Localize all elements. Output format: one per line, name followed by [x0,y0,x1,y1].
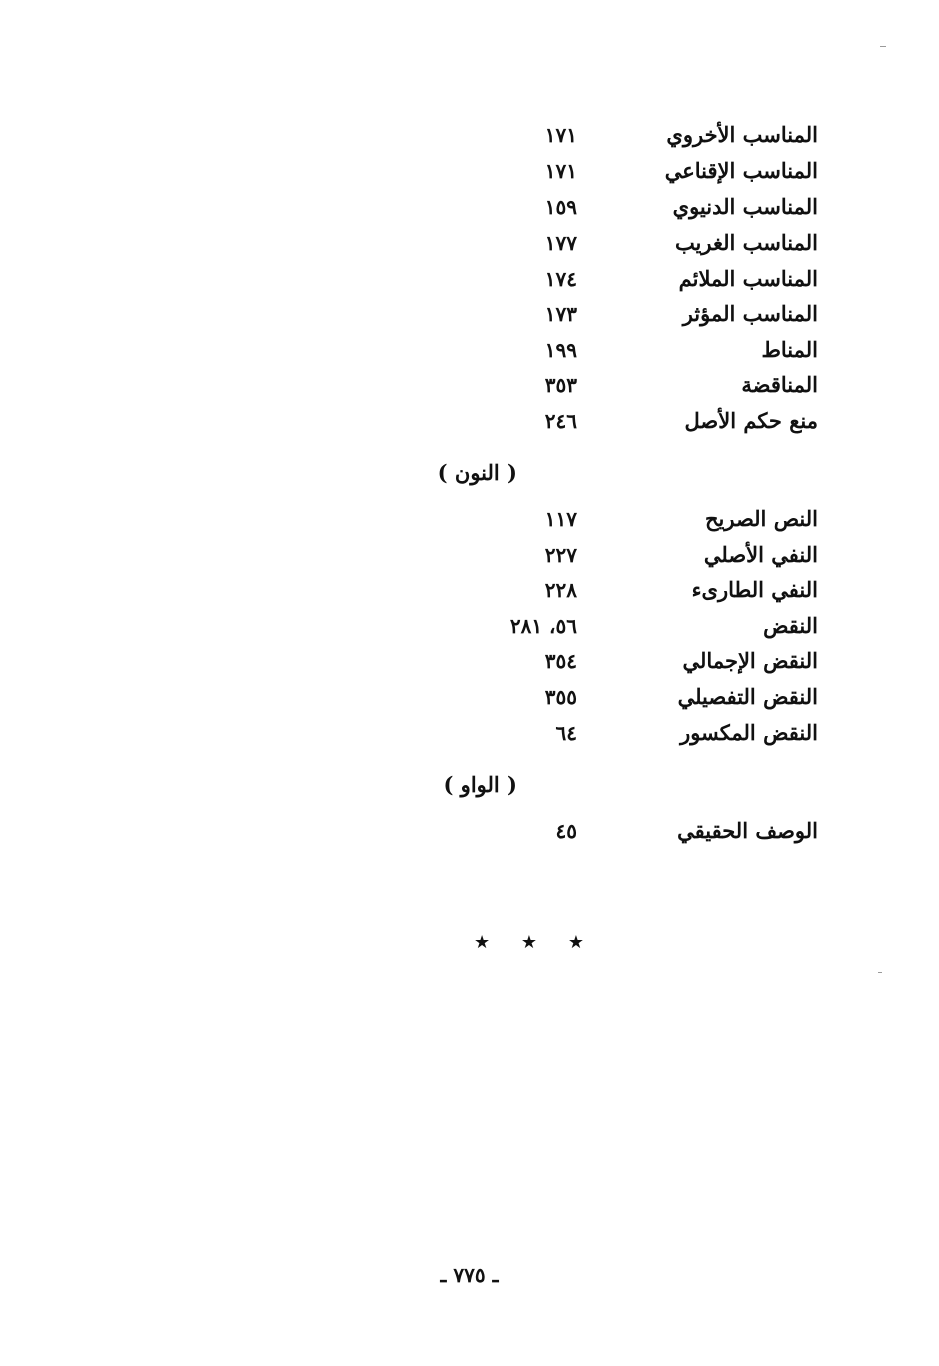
index-entry [0,716,939,750]
page-number: ـ ٧٧٥ ـ [440,1263,499,1287]
index-entry [0,680,939,714]
index-term: المناسب المؤثر [682,301,818,326]
index-page-ref: ١٥٩ [544,195,577,219]
index-page-ref: ٤٥ [555,819,577,843]
index-page-ref: ٣٥٤ [544,649,577,673]
index-entry [0,644,939,678]
index-page-ref: ٢٢٧ [544,543,577,567]
index-entry [0,502,939,536]
index-term: النقض [763,613,818,638]
index-page-ref: ٢٤٦ [544,409,577,433]
section-heading: ( النون ) [437,460,517,485]
index-entry [0,118,939,152]
index-page-ref: ١٩٩ [544,338,577,362]
index-page-ref: ١٧٧ [544,231,577,255]
index-entry [0,297,939,331]
index-entry [0,404,939,438]
index-term: المناسب الدنيوي [672,194,818,219]
index-term: المناسب الإقناعي [664,158,818,183]
index-term: المناط [761,337,818,362]
index-page-ref: ١٧٣ [544,302,577,326]
index-page-ref: ٣٥٥ [544,685,577,709]
index-page-ref: ١٧١ [544,159,577,183]
index-entry [0,226,939,260]
index-term: المناسب الملائم [678,266,818,291]
star-icon: ★ [567,932,584,953]
index-page-ref: ١٧٤ [544,267,577,291]
index-term: النفي الأصلي [703,542,818,567]
index-term: الوصف الحقيقي [677,818,818,843]
scan-speck [880,46,886,47]
index-page-ref: ١٧١ [544,123,577,147]
index-term: النص الصريح [704,506,818,531]
star-icon: ★ [474,932,491,953]
index-page-ref: ٥٦، ٢٨١ [509,614,577,638]
star-icon: ★ [520,932,538,953]
index-entry [0,814,939,848]
index-entry [0,154,939,188]
index-term: المناقضة [741,372,818,397]
scan-speck [878,972,882,973]
index-page-ref: ٦٤ [555,721,577,745]
index-entry [0,609,939,643]
index-term: النقض التفصيلي [677,684,818,709]
index-entry [0,333,939,367]
section-heading: ( الواو ) [443,772,517,797]
index-entry [0,190,939,224]
index-term: المناسب الأخروي [666,122,818,147]
index-entry [0,262,939,296]
index-term: النقض الإجمالي [682,648,818,673]
ornament-stars [474,928,584,958]
index-entry [0,538,939,572]
index-term: منع حكم الأصل [684,408,818,433]
index-page-ref: ٣٥٣ [544,373,577,397]
index-page-ref: ٢٢٨ [544,578,577,602]
index-page-ref: ١١٧ [544,507,577,531]
index-term: النفي الطارىء [691,577,818,602]
index-entry [0,573,939,607]
index-term: النقض المكسور [680,720,818,745]
index-entry [0,368,939,402]
index-term: المناسب الغريب [674,230,818,255]
